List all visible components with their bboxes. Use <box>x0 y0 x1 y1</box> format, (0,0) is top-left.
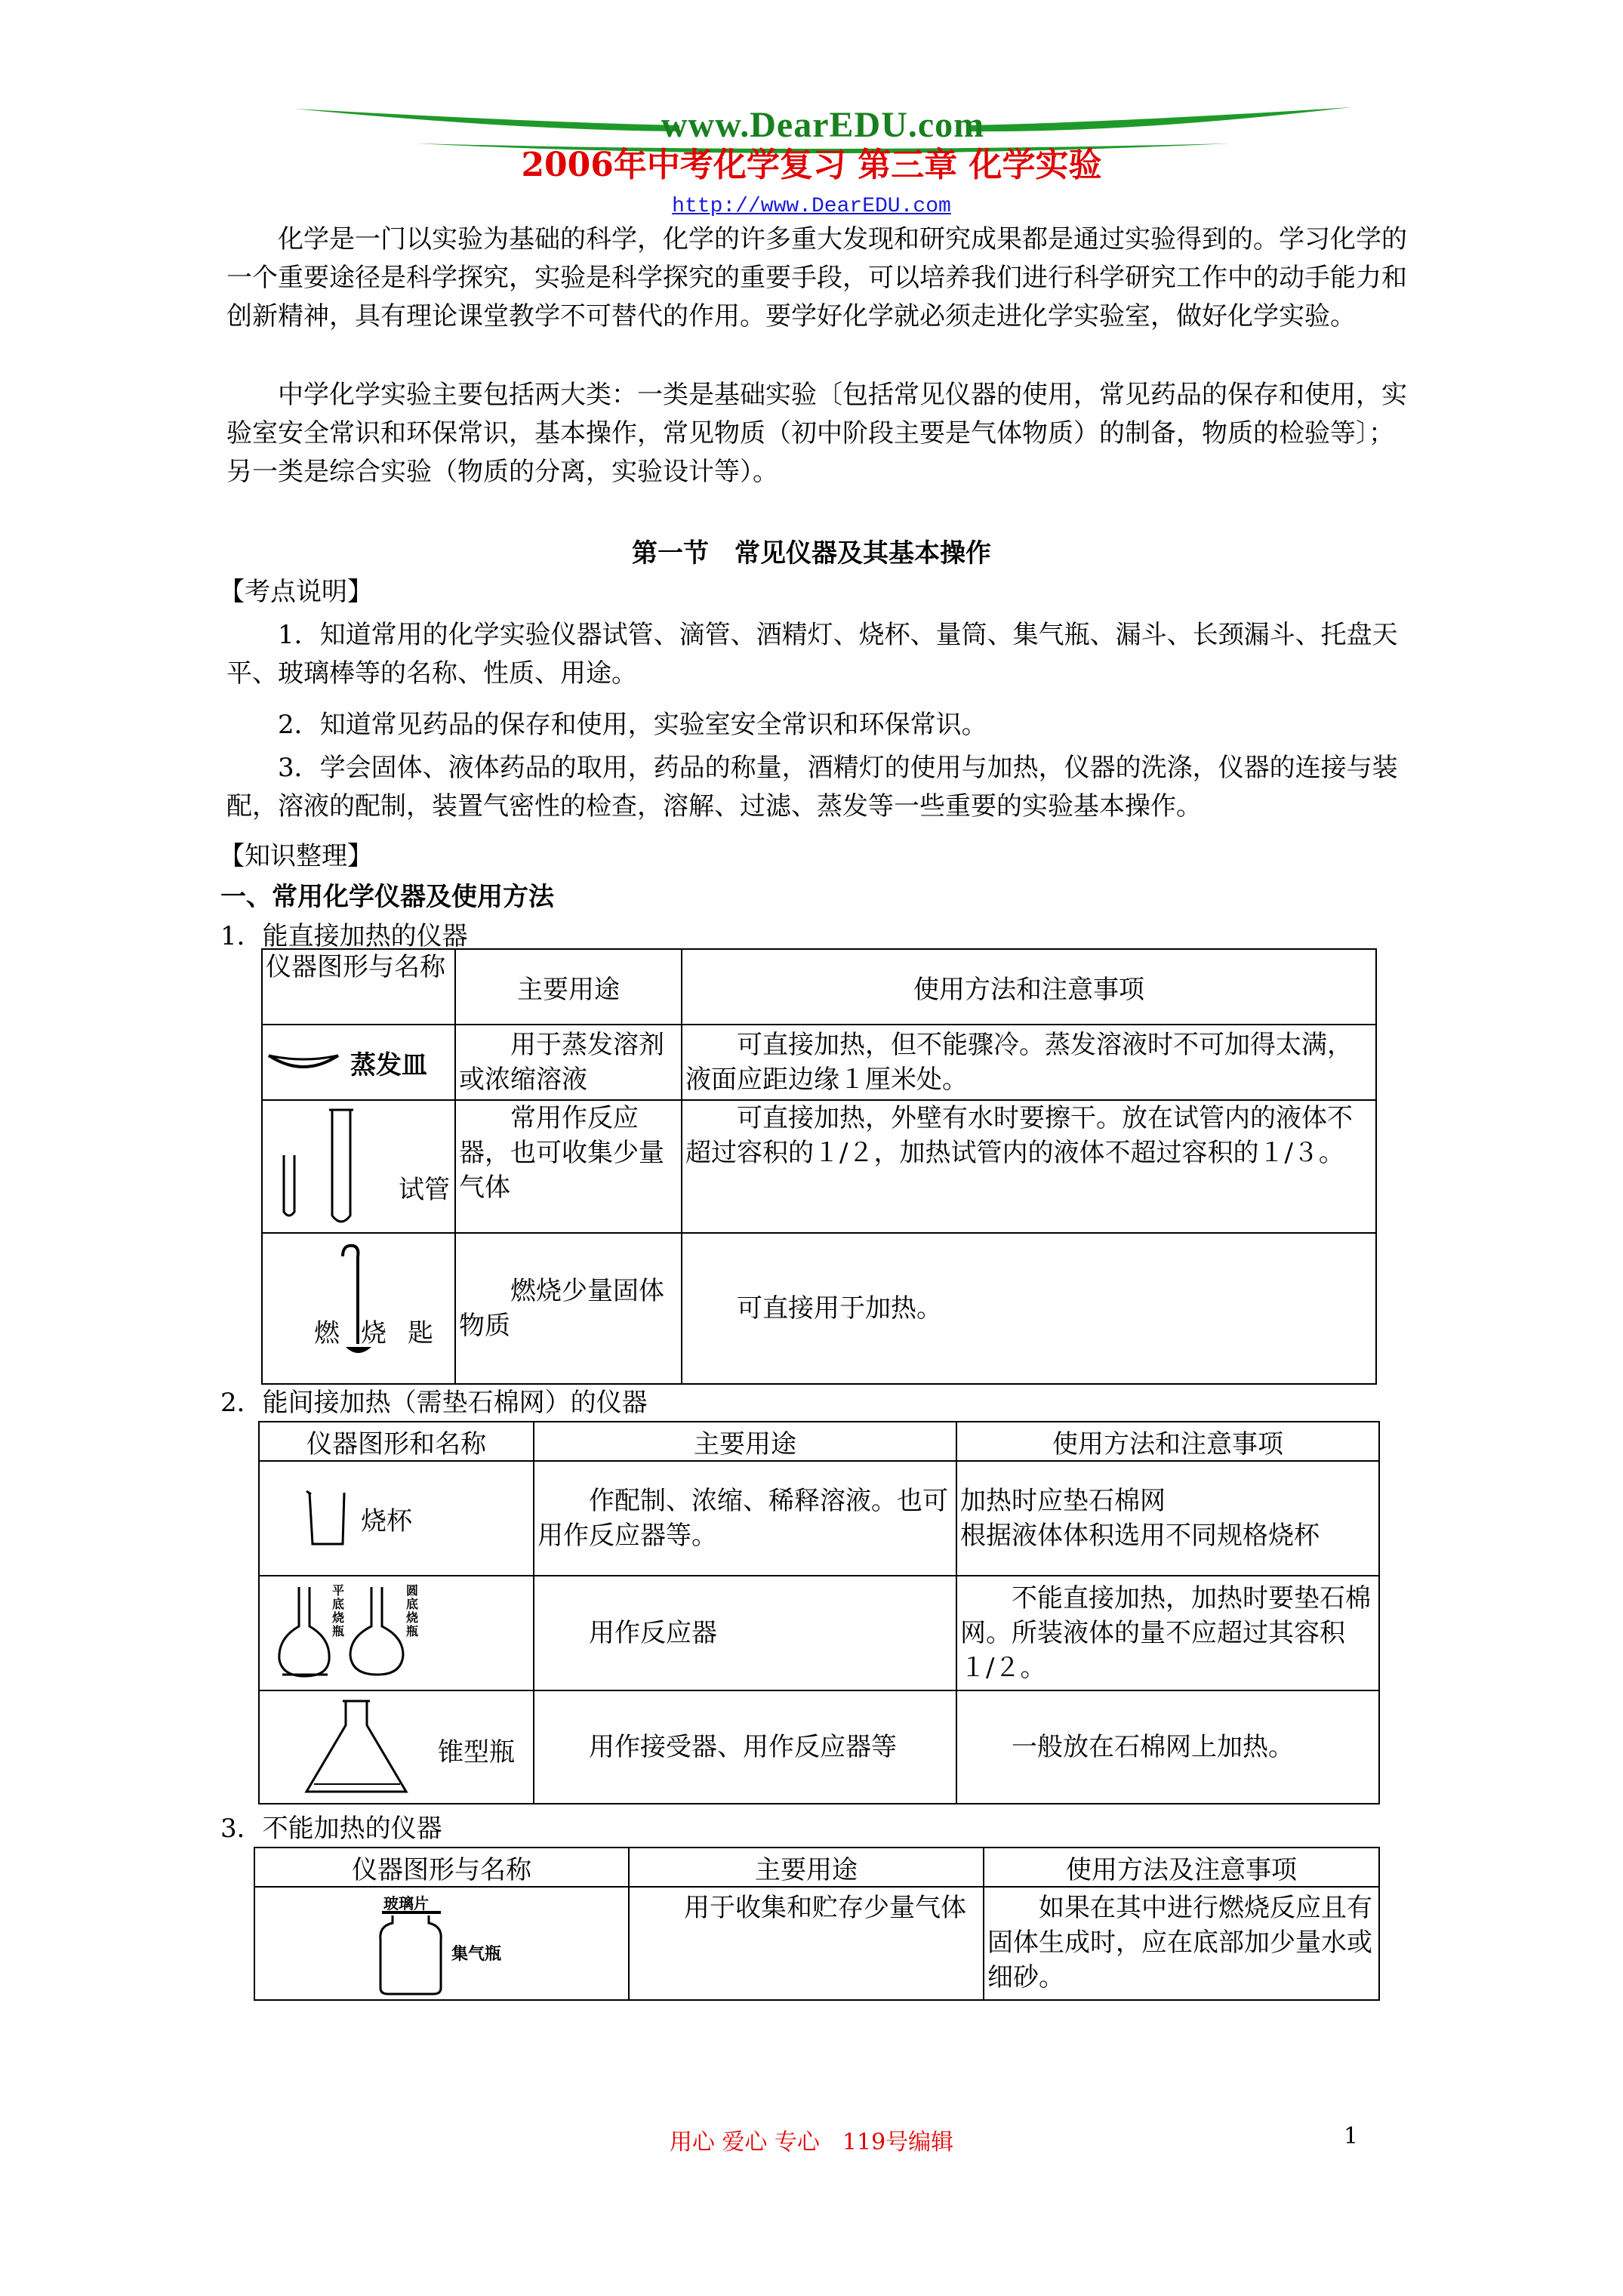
section-title: 第一节 常见仪器及其基本操作 <box>632 538 991 569</box>
part-heading: 一、常用化学仪器及使用方法 <box>220 882 554 912</box>
table1-caption: 1．能直接加热的仪器 <box>220 921 468 951</box>
table-row <box>254 1887 1379 2000</box>
kaodian-item-1: 1．知道常用的化学实验仪器试管、滴管、酒精灯、烧杯、量筒、集气瓶、漏斗、长颈漏斗、托盘天平、玻璃棒等的名称、性质、用途。 <box>226 620 1398 689</box>
use-cell: 燃烧少量固体物质 <box>455 1233 682 1384</box>
zhishi-label: 【知识整理】 <box>219 841 373 871</box>
notes-cell: 可直接加热，但不能骤冷。蒸发溶液时不可加得太满，液面应距边缘１厘米处。 <box>682 1025 1376 1100</box>
round-flask-label: 圆底烧瓶 <box>406 1583 419 1638</box>
use-cell: 用作接受器、用作反应器等 <box>534 1690 956 1804</box>
use-cell: 用于收集和贮存少量气体 <box>629 1887 984 2000</box>
table-header-cell: 仪器图形和名称 <box>259 1422 534 1461</box>
flat-flask-label: 平底烧瓶 <box>332 1583 345 1638</box>
table-header-row <box>262 949 1376 1025</box>
glass-plate-label: 玻璃片 <box>383 1894 429 1912</box>
table-header-cell: 主要用途 <box>455 949 682 1025</box>
notes-cell: 不能直接加热，加热时要垫石棉网。所装液体的量不应超过其容积１/２。 <box>956 1576 1379 1690</box>
notes-cell: 如果在其中进行燃烧反应且有固体生成时，应在底部加少量水或细砂。 <box>984 1887 1379 2000</box>
table-header-cell: 使用方法及注意事项 <box>984 1848 1379 1887</box>
table-header-cell: 主要用途 <box>629 1848 984 1887</box>
notes-cell: 可直接用于加热。 <box>682 1233 1376 1384</box>
use-cell: 用于蒸发溶剂或浓缩溶液 <box>455 1025 682 1100</box>
table-row <box>262 1233 1376 1384</box>
table-header-cell: 使用方法和注意事项 <box>682 949 1376 1025</box>
table-no-heat <box>254 1847 1380 2001</box>
intro-paragraph-1: 化学是一门以实验为基础的科学，化学的许多重大发现和研究成果都是通过实验得到的。学习化学的一个重要途径是科学探究，实验是科学探究的重要手段，可以培养我们进行科学研究工作中的动手能力和创新精神，具有理论课堂教学不可替代的作用。要学好化学就必须走进化学实验室，做好化学实验。 <box>226 224 1407 331</box>
kaodian-label: 【考点说明】 <box>219 577 373 607</box>
table-row <box>259 1461 1379 1576</box>
notes-cell: 加热时应垫石棉网 根据液体体积选用不同规格烧杯 <box>956 1461 1379 1576</box>
document-title: 2006年中考化学复习 第三章 化学实验 <box>521 146 1102 184</box>
use-cell: 作配制、浓缩、稀释溶液。也可用作反应器等。 <box>534 1461 956 1576</box>
table-header-row <box>254 1848 1379 1887</box>
use-cell: 用作反应器 <box>534 1576 956 1690</box>
kaodian-item-3: 3．学会固体、液体药品的取用，药品的称量，酒精灯的使用与加热，仪器的洗涤，仪器的连接与装配，溶液的配制，装置气密性的检查，溶解、过滤、蒸发等一些重要的实验基本操作。 <box>226 753 1398 821</box>
evaporating-dish-icon <box>266 1051 341 1074</box>
table-header-cell: 主要用途 <box>534 1422 956 1461</box>
instrument-cell: 蒸发皿 <box>262 1025 455 1100</box>
table-row <box>262 1100 1376 1233</box>
gas-jar-icon <box>376 1909 451 2000</box>
instrument-cell: 锥型瓶 <box>259 1690 534 1804</box>
flasks-icon <box>275 1581 426 1687</box>
notes-cell: 一般放在石棉网上加热。 <box>956 1690 1379 1804</box>
notes-cell: 可直接加热，外壁有水时要擦干。放在试管内的液体不超过容积的１/２，加热试管内的液体不超过容积的１/３。 <box>682 1100 1376 1233</box>
test-tube-icon <box>269 1102 367 1231</box>
table-row <box>259 1576 1379 1690</box>
page-footer: 用心 爱心 专心 119号编辑 <box>669 2129 954 2156</box>
table-header-cell: 使用方法和注意事项 <box>956 1422 1379 1461</box>
use-cell: 常用作反应器，也可收集少量气体 <box>455 1100 682 1233</box>
intro-paragraph-2: 中学化学实验主要包括两大类：一类是基础实验〔包括常见仪器的使用，常见药品的保存和使用，实验室安全常识和环保常识，基本操作，常见物质（初中阶段主要是气体物质）的制备，物质的检验等〕；另一类是综合实验（物质的分离，实验设计等）。 <box>226 380 1407 487</box>
table-row <box>259 1690 1379 1804</box>
instrument-cell <box>259 1576 534 1690</box>
table-header-row <box>259 1422 1379 1461</box>
kaodian-item-2: 2．知道常见药品的保存和使用，实验室安全常识和环保常识。 <box>278 710 987 740</box>
instrument-cell: 烧杯 <box>259 1461 534 1576</box>
table-header-cell: 仪器图形与名称 <box>262 949 455 1025</box>
table-row <box>262 1025 1376 1100</box>
table3-caption: 3．不能加热的仪器 <box>220 1814 442 1844</box>
source-link[interactable]: http://www.DearEDU.com <box>672 195 951 218</box>
beaker-icon <box>305 1488 347 1549</box>
table-header-cell: 仪器图形与名称 <box>254 1848 629 1887</box>
conical-flask-icon <box>302 1695 415 1801</box>
page-number: 1 <box>1344 2123 1359 2150</box>
instrument-cell: 玻璃片 集气瓶 <box>254 1887 629 2000</box>
combustion-spoon-icon <box>322 1241 382 1370</box>
logo-text: www.DearEDU.com <box>661 105 985 145</box>
table-indirect-heat <box>258 1421 1380 1804</box>
table-direct-heat <box>261 948 1377 1385</box>
table2-caption: 2．能间接加热（需垫石棉网）的仪器 <box>220 1388 648 1418</box>
instrument-cell: 试管 <box>262 1100 455 1233</box>
instrument-cell: 燃烧匙 <box>262 1233 455 1384</box>
